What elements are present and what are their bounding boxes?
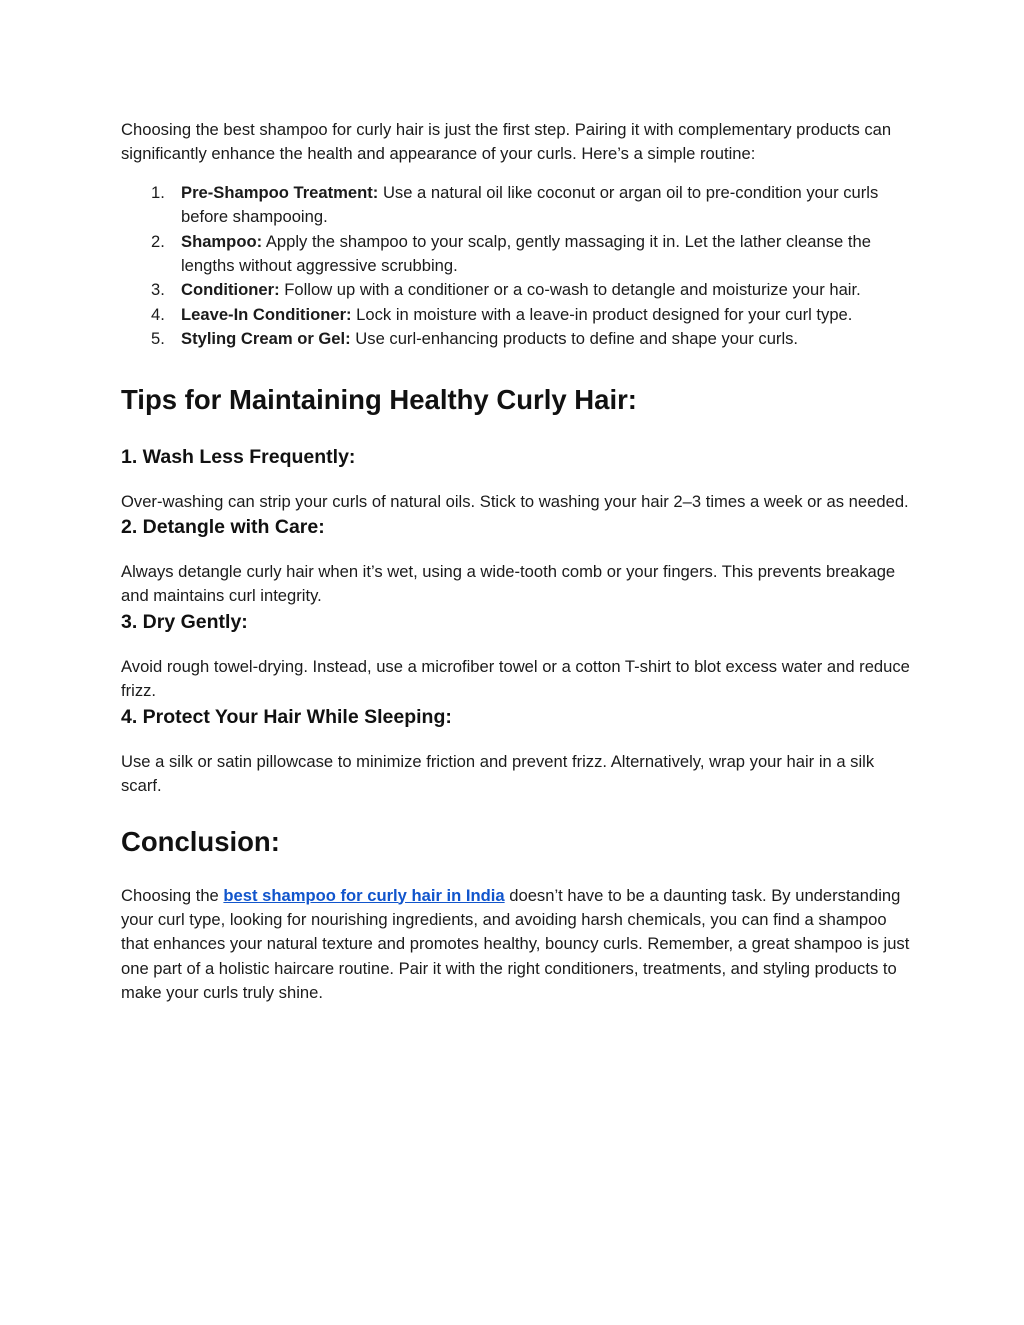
- step-number: 3.: [151, 280, 165, 300]
- routine-step: [121, 278, 911, 302]
- conclusion-heading: Conclusion:: [121, 825, 280, 857]
- step-label: Pre-Shampoo Treatment:: [181, 182, 379, 202]
- routine-step: [121, 303, 911, 327]
- step-text: Apply the shampoo to your scalp, gently massaging it in. Let the lather cleanse the lengths without aggressive scrubbing.: [181, 231, 871, 276]
- step-label: Leave-In Conditioner:: [181, 304, 352, 324]
- step-label: Shampoo:: [181, 231, 263, 251]
- tip-heading-wash: 1. Wash Less Frequently:: [121, 445, 356, 468]
- routine-step: [121, 230, 911, 279]
- tip-text-detangle: Always detangle curly hair when it’s wet, using a wide-tooth comb or your fingers. This prevents breakage and maintains curl integrity.: [121, 562, 896, 606]
- document-page: [121, 118, 911, 1006]
- step-label: Conditioner:: [181, 280, 280, 300]
- tip-heading-sleep: 4. Protect Your Hair While Sleeping:: [121, 705, 452, 728]
- routine-step: [121, 327, 911, 351]
- conclusion-paragraph: [121, 884, 911, 1006]
- shampoo-link[interactable]: best shampoo for curly hair in India: [223, 885, 505, 905]
- step-number: 1.: [151, 182, 165, 202]
- tip-text-dry: Avoid rough towel-drying. Instead, use a microfiber towel or a cotton T-shirt to blot excess water and reduce frizz.: [121, 656, 910, 701]
- tip-heading-dry: 3. Dry Gently:: [121, 610, 248, 633]
- step-label: Styling Cream or Gel:: [181, 329, 351, 349]
- step-text: Follow up with a conditioner or a co-wash to detangle and moisturize your hair.: [279, 280, 861, 300]
- step-number: 4.: [151, 304, 165, 324]
- tip-text-wash: Over-washing can strip your curls of natural oils. Stick to washing your hair 2–3 times a week or as needed.: [121, 491, 909, 511]
- step-text: Use a natural oil like coconut or argan oil to pre-condition your curls before shampooing.: [181, 182, 879, 227]
- step-number: 5.: [151, 329, 165, 349]
- tip-heading-detangle: 2. Detangle with Care:: [121, 516, 325, 539]
- intro-paragraph: Choosing the best shampoo for curly hair is just the first step. Pairing it with complementary products can significantly enhance the health and appearance of your curls. Here’s a simple routine:: [121, 120, 892, 164]
- routine-list: [121, 181, 911, 352]
- conclusion-text-end: doesn’t have to be a daunting task. By understanding your curl type, looking for nourishing ingredients, and avoiding harsh chemicals, you can find a shampoo that enhances your natural texture and promotes healthy, bouncy curls. Remember, a great shampoo is just one part of a holistic haircare routine. Pair it with the right conditioners, treatments, and styling products to make your curls truly shine.: [121, 885, 910, 1003]
- tip-text-sleep: Use a silk or satin pillowcase to minimize friction and prevent frizz. Alternatively, wrap your hair in a silk scarf.: [121, 751, 875, 796]
- tips-heading: Tips for Maintaining Healthy Curly Hair:: [121, 383, 637, 415]
- step-text: Lock in moisture with a leave-in product designed for your curl type.: [351, 304, 853, 324]
- step-number: 2.: [151, 231, 165, 251]
- routine-step: [121, 181, 911, 230]
- conclusion-text-start: Choosing the: [121, 885, 224, 905]
- step-text: Use curl-enhancing products to define and shape your curls.: [350, 329, 799, 349]
